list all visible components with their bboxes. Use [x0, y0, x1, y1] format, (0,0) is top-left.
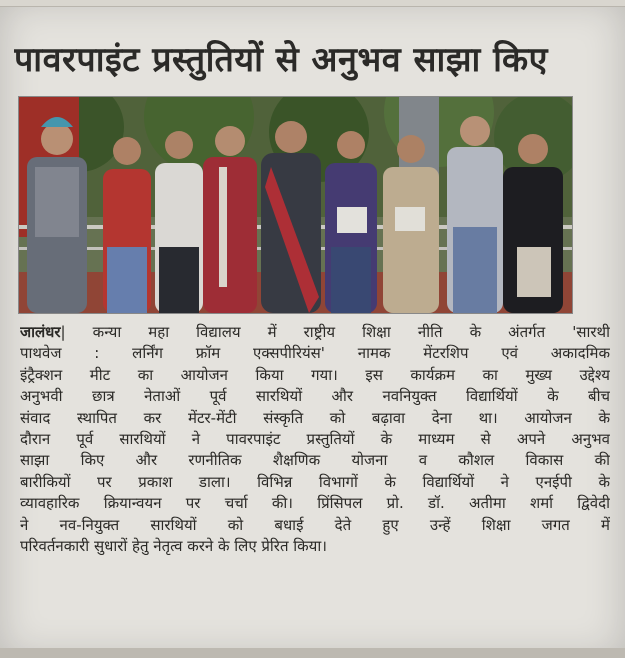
page-top-edge — [0, 0, 625, 7]
article-line: व्यावहारिक क्रियान्वयन पर चर्चा की। प्रिंसिपल प्रो. डॉ. अतीमा शर्मा द्विवेदी — [20, 494, 610, 513]
article-line: ने नव-नियुक्त सारथियों को बधाई देते हुए उन्हें शिक्षा जगत में — [20, 515, 610, 534]
dateline: जालंधर — [20, 323, 61, 341]
headline: पावरपाइंट प्रस्तुतियों से अनुभव साझा किए — [14, 40, 548, 80]
article-line: पाथवेज : लर्निंग फ्रॉम एक्सपीरियंस' नामक मेंटरशिप एवं अकादमिक — [20, 344, 610, 363]
article-line: साझा किए और रणनीतिक शैक्षणिक योजना व कौशल विकास की — [20, 451, 610, 470]
article-text: कन्या महा विद्यालय में राष्ट्रीय शिक्षा नीति के अंतर्गत 'सारथी — [92, 323, 610, 341]
article-line: अनुभवी छात्र नेताओं पूर्व सारथियों और नवनियुक्त विद्यार्थियों के बीच — [20, 387, 610, 406]
page-bottom-edge — [0, 648, 625, 658]
article-line: दौरान पूर्व सारथियों ने पावरपाइंट प्रस्तुतियों के माध्यम से अपने अनुभव — [20, 429, 610, 448]
article-line: जालंधर| कन्या महा विद्यालय में राष्ट्रीय शिक्षा नीति के अंतर्गत 'सारथी — [20, 323, 610, 341]
photo-graphic — [19, 97, 572, 313]
group-photo — [18, 96, 573, 314]
article-body — [20, 322, 610, 557]
article-line: संवाद स्थापित कर मेंटर-मेंटी संस्कृति को बढ़ावा देना था। आयोजन के — [20, 408, 610, 427]
article-line: बारीकियों पर प्रकाश डाला। विभिन्न विभागों के विद्यार्थियों ने एनईपी के — [20, 472, 610, 491]
article-line: इंट्रैक्शन मीट का आयोजन किया गया। इस कार्यक्रम का मुख्य उद्देश्य — [20, 365, 610, 384]
article-line: परिवर्तनकारी सुधारों हेतु नेतृत्व करने के लिए प्रेरित किया। — [20, 536, 327, 555]
